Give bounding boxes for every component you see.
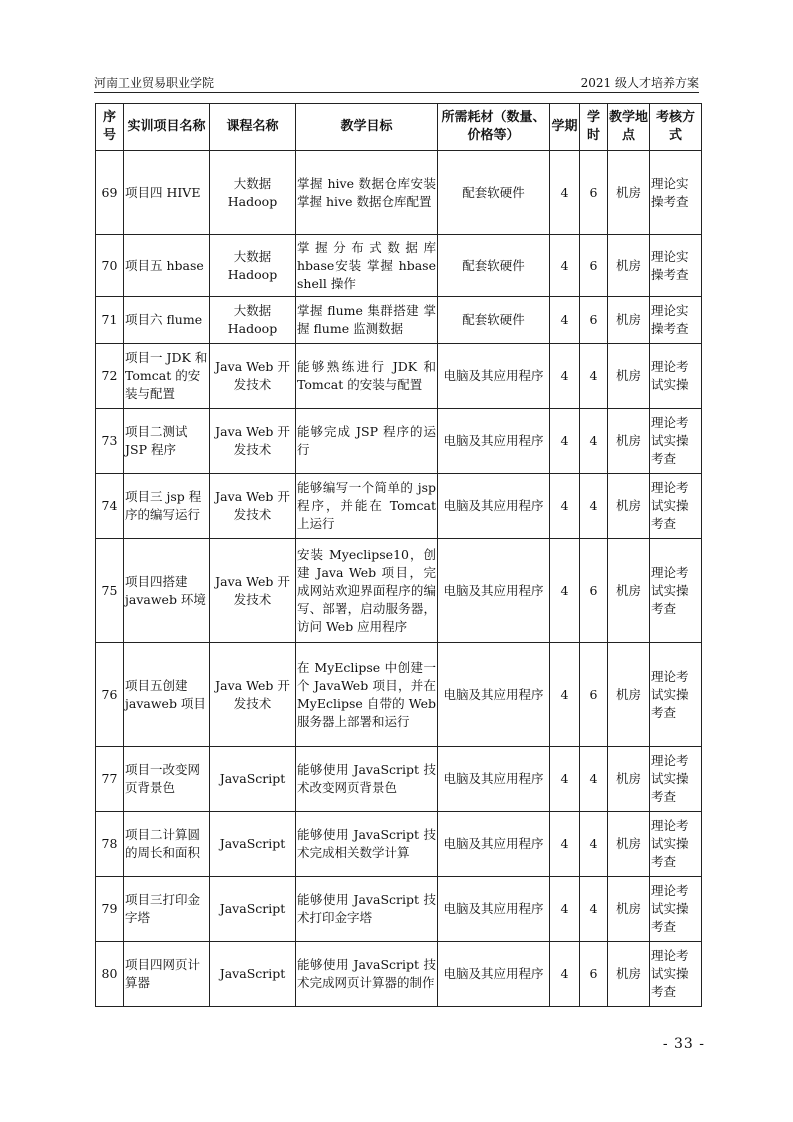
row-number-cell: 79 — [96, 877, 124, 942]
materials-cell: 电脑及其应用程序 — [438, 747, 550, 812]
project-name-cell: 项目三 jsp 程序的编写运行 — [124, 474, 210, 539]
project-name-cell: 项目三打印金字塔 — [124, 877, 210, 942]
col-header: 学期 — [550, 104, 580, 151]
materials-cell: 电脑及其应用程序 — [438, 942, 550, 1007]
col-header: 教学地点 — [608, 104, 650, 151]
materials-cell: 电脑及其应用程序 — [438, 409, 550, 474]
project-name-cell: 项目四 HIVE — [124, 151, 210, 235]
location-cell: 机房 — [608, 643, 650, 747]
materials-cell: 配套软硬件 — [438, 297, 550, 344]
project-name-cell: 项目二计算圆的周长和面积 — [124, 812, 210, 877]
assessment-method-cell: 理论考试实操考查 — [650, 409, 702, 474]
materials-cell: 电脑及其应用程序 — [438, 812, 550, 877]
location-cell: 机房 — [608, 344, 650, 409]
teaching-goal-cell: 能够编写一个简单的 jsp 程序，并能在 Tomcat 上运行 — [296, 474, 438, 539]
hours-cell: 6 — [580, 151, 608, 235]
training-projects-table — [95, 103, 702, 1007]
teaching-goal-cell: 能够使用 JavaScript 技术改变网页背景色 — [296, 747, 438, 812]
teaching-goal-cell: 掌握 flume 集群搭建 掌握 flume 监测数据 — [296, 297, 438, 344]
col-header: 课程名称 — [210, 104, 296, 151]
course-name-cell: Java Web 开发技术 — [210, 539, 296, 643]
row-number-cell: 69 — [96, 151, 124, 235]
col-header: 学时 — [580, 104, 608, 151]
course-name-cell: Java Web 开发技术 — [210, 474, 296, 539]
term-cell: 4 — [550, 643, 580, 747]
hours-cell: 4 — [580, 474, 608, 539]
table-row — [96, 344, 702, 409]
hours-cell: 4 — [580, 812, 608, 877]
assessment-method-cell: 理论实操考查 — [650, 151, 702, 235]
table-row — [96, 297, 702, 344]
table-row — [96, 409, 702, 474]
term-cell: 4 — [550, 474, 580, 539]
row-number-cell: 72 — [96, 344, 124, 409]
hours-cell: 6 — [580, 942, 608, 1007]
project-name-cell: 项目六 flume — [124, 297, 210, 344]
course-name-cell: JavaScript — [210, 877, 296, 942]
hours-cell: 4 — [580, 747, 608, 812]
term-cell: 4 — [550, 151, 580, 235]
hours-cell: 4 — [580, 877, 608, 942]
teaching-goal-cell: 安装 Myeclipse10，创建 Java Web 项目，完成网站欢迎界面程序的编写、部署，启动服务器，访问 Web 应用程序 — [296, 539, 438, 643]
hours-cell: 6 — [580, 297, 608, 344]
term-cell: 4 — [550, 235, 580, 297]
teaching-goal-cell: 能够使用 JavaScript 技术完成网页计算器的制作 — [296, 942, 438, 1007]
col-header: 教学目标 — [296, 104, 438, 151]
assessment-method-cell: 理论考试实操考查 — [650, 942, 702, 1007]
location-cell: 机房 — [608, 747, 650, 812]
assessment-method-cell: 理论考试实操考查 — [650, 539, 702, 643]
term-cell: 4 — [550, 877, 580, 942]
teaching-goal-cell: 在 MyEclipse 中创建一个 JavaWeb 项目，并在 MyEclipse 自带的 Web 服务器上部署和运行 — [296, 643, 438, 747]
term-cell: 4 — [550, 812, 580, 877]
project-name-cell: 项目一 JDK 和 Tomcat 的安装与配置 — [124, 344, 210, 409]
hours-cell: 4 — [580, 409, 608, 474]
materials-cell: 电脑及其应用程序 — [438, 474, 550, 539]
assessment-method-cell: 理论考试实操考查 — [650, 474, 702, 539]
project-name-cell: 项目五 hbase — [124, 235, 210, 297]
table-header-row — [96, 104, 702, 151]
materials-cell: 配套软硬件 — [438, 151, 550, 235]
row-number-cell: 78 — [96, 812, 124, 877]
teaching-goal-cell: 掌握 hive 数据仓库安装 掌握 hive 数据仓库配置 — [296, 151, 438, 235]
teaching-goal-cell: 能够熟练进行 JDK 和 Tomcat 的安装与配置 — [296, 344, 438, 409]
course-name-cell: JavaScript — [210, 812, 296, 877]
row-number-cell: 76 — [96, 643, 124, 747]
term-cell: 4 — [550, 409, 580, 474]
project-name-cell: 项目一改变网页背景色 — [124, 747, 210, 812]
assessment-method-cell: 理论考试实操考查 — [650, 877, 702, 942]
materials-cell: 电脑及其应用程序 — [438, 539, 550, 643]
project-name-cell: 项目四网页计算器 — [124, 942, 210, 1007]
row-number-cell: 70 — [96, 235, 124, 297]
course-name-cell: JavaScript — [210, 942, 296, 1007]
location-cell: 机房 — [608, 297, 650, 344]
location-cell: 机房 — [608, 151, 650, 235]
table-row — [96, 643, 702, 747]
location-cell: 机房 — [608, 942, 650, 1007]
hours-cell: 6 — [580, 539, 608, 643]
location-cell: 机房 — [608, 235, 650, 297]
page-number: - 33 - — [662, 1036, 705, 1052]
row-number-cell: 71 — [96, 297, 124, 344]
course-name-cell: 大数据 Hadoop — [210, 235, 296, 297]
term-cell: 4 — [550, 344, 580, 409]
assessment-method-cell: 理论实操考查 — [650, 235, 702, 297]
row-number-cell: 73 — [96, 409, 124, 474]
course-name-cell: 大数据 Hadoop — [210, 151, 296, 235]
teaching-goal-cell: 能够使用 JavaScript 技术完成相关数学计算 — [296, 812, 438, 877]
table-row — [96, 747, 702, 812]
location-cell: 机房 — [608, 539, 650, 643]
course-name-cell: 大数据 Hadoop — [210, 297, 296, 344]
teaching-goal-cell: 能够使用 JavaScript 技术打印金字塔 — [296, 877, 438, 942]
materials-cell: 配套软硬件 — [438, 235, 550, 297]
row-number-cell: 75 — [96, 539, 124, 643]
row-number-cell: 74 — [96, 474, 124, 539]
hours-cell: 4 — [580, 344, 608, 409]
project-name-cell: 项目五创建 javaweb 项目 — [124, 643, 210, 747]
table-row — [96, 539, 702, 643]
teaching-goal-cell: 能够完成 JSP 程序的运行 — [296, 409, 438, 474]
term-cell: 4 — [550, 539, 580, 643]
hours-cell: 6 — [580, 235, 608, 297]
location-cell: 机房 — [608, 474, 650, 539]
materials-cell: 电脑及其应用程序 — [438, 643, 550, 747]
assessment-method-cell: 理论考试实操 — [650, 344, 702, 409]
col-header: 所需耗材（数量、价格等） — [438, 104, 550, 151]
course-name-cell: Java Web 开发技术 — [210, 643, 296, 747]
assessment-method-cell: 理论考试实操考查 — [650, 747, 702, 812]
term-cell: 4 — [550, 747, 580, 812]
course-name-cell: JavaScript — [210, 747, 296, 812]
col-header: 序号 — [96, 104, 124, 151]
course-name-cell: Java Web 开发技术 — [210, 344, 296, 409]
location-cell: 机房 — [608, 877, 650, 942]
table-row — [96, 877, 702, 942]
table-row — [96, 942, 702, 1007]
col-header: 实训项目名称 — [124, 104, 210, 151]
term-cell: 4 — [550, 942, 580, 1007]
assessment-method-cell: 理论实操考查 — [650, 297, 702, 344]
location-cell: 机房 — [608, 409, 650, 474]
teaching-goal-cell: 掌握分布式数据库 hbase安装 掌握 hbase shell 操作 — [296, 235, 438, 297]
header-rule — [94, 92, 699, 93]
hours-cell: 6 — [580, 643, 608, 747]
table-row — [96, 235, 702, 297]
location-cell: 机房 — [608, 812, 650, 877]
project-name-cell: 项目二测试 JSP 程序 — [124, 409, 210, 474]
header-doc-title: 2021 级人才培养方案 — [580, 76, 699, 90]
assessment-method-cell: 理论考试实操考查 — [650, 643, 702, 747]
row-number-cell: 77 — [96, 747, 124, 812]
assessment-method-cell: 理论考试实操考查 — [650, 812, 702, 877]
materials-cell: 电脑及其应用程序 — [438, 877, 550, 942]
project-name-cell: 项目四搭建 javaweb 环境 — [124, 539, 210, 643]
header-school-name: 河南工业贸易职业学院 — [94, 76, 215, 90]
col-header: 考核方式 — [650, 104, 702, 151]
table-row — [96, 812, 702, 877]
term-cell: 4 — [550, 297, 580, 344]
course-name-cell: Java Web 开发技术 — [210, 409, 296, 474]
table-row — [96, 151, 702, 235]
row-number-cell: 80 — [96, 942, 124, 1007]
table-row — [96, 474, 702, 539]
materials-cell: 电脑及其应用程序 — [438, 344, 550, 409]
